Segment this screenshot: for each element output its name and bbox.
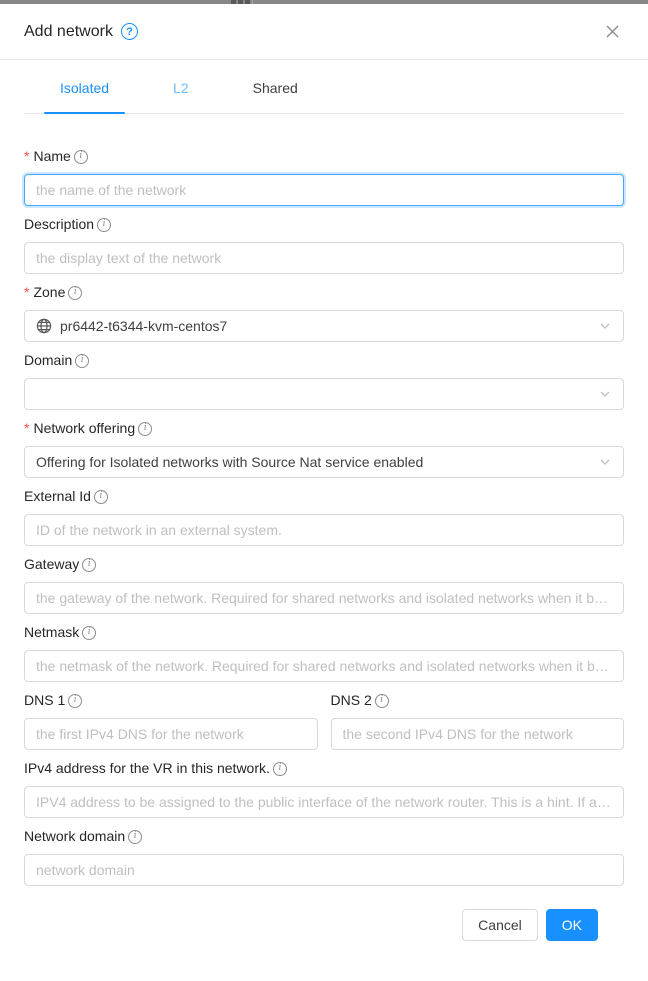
network-domain-label: Network domain bbox=[24, 828, 126, 844]
description-input[interactable] bbox=[24, 242, 624, 274]
globe-icon bbox=[36, 318, 52, 334]
external-id-input[interactable] bbox=[24, 514, 624, 546]
description-label: Description bbox=[24, 216, 95, 232]
netmask-label-row bbox=[24, 622, 624, 643]
close-icon bbox=[605, 24, 620, 39]
field-name bbox=[24, 146, 624, 206]
ok-button[interactable]: OK bbox=[546, 909, 598, 941]
ipv4-vr-label: IPv4 address for the VR in this network. bbox=[24, 760, 270, 776]
description-label-row bbox=[24, 214, 624, 235]
cancel-button[interactable]: Cancel bbox=[462, 909, 538, 941]
field-gateway bbox=[24, 554, 624, 614]
info-icon bbox=[68, 286, 82, 300]
required-mark: * bbox=[24, 284, 30, 300]
ipv4-vr-label-row bbox=[24, 758, 624, 779]
dns1-input[interactable] bbox=[24, 718, 318, 750]
add-network-form bbox=[0, 114, 648, 981]
network-offering-select[interactable] bbox=[24, 446, 624, 478]
tab-isolated[interactable]: Isolated bbox=[44, 60, 125, 113]
add-network-dialog bbox=[0, 4, 648, 981]
name-label-row bbox=[24, 146, 624, 167]
tab-shared[interactable]: Shared bbox=[237, 60, 314, 113]
external-id-label: External Id bbox=[24, 488, 91, 504]
info-icon bbox=[94, 490, 108, 504]
network-offering-value: Offering for Isolated networks with Source Nat service enabled bbox=[36, 454, 424, 470]
dns-row bbox=[24, 690, 624, 758]
info-icon bbox=[128, 830, 142, 844]
netmask-label: Netmask bbox=[24, 624, 80, 640]
tab-l2[interactable]: L2 bbox=[157, 60, 205, 113]
field-description bbox=[24, 214, 624, 274]
external-id-label-row bbox=[24, 486, 624, 507]
dns1-label: DNS 1 bbox=[24, 692, 66, 708]
domain-label: Domain bbox=[24, 352, 73, 368]
netmask-input[interactable] bbox=[24, 650, 624, 682]
network-offering-label-row bbox=[24, 418, 624, 439]
info-icon bbox=[138, 422, 152, 436]
dialog-title: Add network bbox=[24, 22, 113, 40]
chevron-down-icon bbox=[599, 320, 611, 332]
domain-label-row bbox=[24, 350, 624, 371]
network-domain-label-row bbox=[24, 826, 624, 847]
ipv4-vr-input[interactable] bbox=[24, 786, 624, 818]
close-button[interactable] bbox=[600, 20, 624, 44]
gateway-label-row bbox=[24, 554, 624, 575]
dns2-label-row bbox=[331, 690, 625, 711]
field-dns2 bbox=[331, 690, 625, 750]
zone-value: pr6442-t6344-kvm-centos7 bbox=[60, 318, 228, 334]
network-type-tabs bbox=[24, 60, 624, 114]
dialog-header bbox=[0, 4, 648, 60]
dns1-label-row bbox=[24, 690, 318, 711]
chevron-down-icon bbox=[599, 388, 611, 400]
info-icon bbox=[273, 762, 287, 776]
field-zone bbox=[24, 282, 624, 342]
name-input[interactable] bbox=[24, 174, 624, 206]
info-icon bbox=[82, 558, 96, 572]
zone-select[interactable] bbox=[24, 310, 624, 342]
dns2-input[interactable] bbox=[331, 718, 625, 750]
info-icon bbox=[82, 626, 96, 640]
field-network-offering bbox=[24, 418, 624, 478]
info-icon bbox=[375, 694, 389, 708]
question-circle-icon[interactable] bbox=[121, 23, 138, 40]
field-domain bbox=[24, 350, 624, 410]
zone-label-row bbox=[24, 282, 624, 303]
background-page-strip bbox=[0, 0, 648, 4]
info-icon bbox=[68, 694, 82, 708]
domain-select[interactable] bbox=[24, 378, 624, 410]
zone-label: Zone bbox=[33, 284, 66, 300]
chevron-down-icon bbox=[599, 456, 611, 468]
gateway-input[interactable] bbox=[24, 582, 624, 614]
network-offering-label: Network offering bbox=[33, 420, 136, 436]
field-dns1 bbox=[24, 690, 318, 750]
field-ipv4-vr bbox=[24, 758, 624, 818]
dialog-footer bbox=[24, 894, 624, 941]
network-domain-input[interactable] bbox=[24, 854, 624, 886]
field-external-id bbox=[24, 486, 624, 546]
info-icon bbox=[75, 354, 89, 368]
info-icon bbox=[97, 218, 111, 232]
required-mark: * bbox=[24, 420, 30, 436]
gateway-label: Gateway bbox=[24, 556, 80, 572]
field-network-domain bbox=[24, 826, 624, 886]
dns2-label: DNS 2 bbox=[330, 692, 372, 708]
required-mark: * bbox=[24, 148, 30, 164]
info-icon bbox=[74, 150, 88, 164]
name-label: Name bbox=[33, 148, 71, 164]
field-netmask bbox=[24, 622, 624, 682]
